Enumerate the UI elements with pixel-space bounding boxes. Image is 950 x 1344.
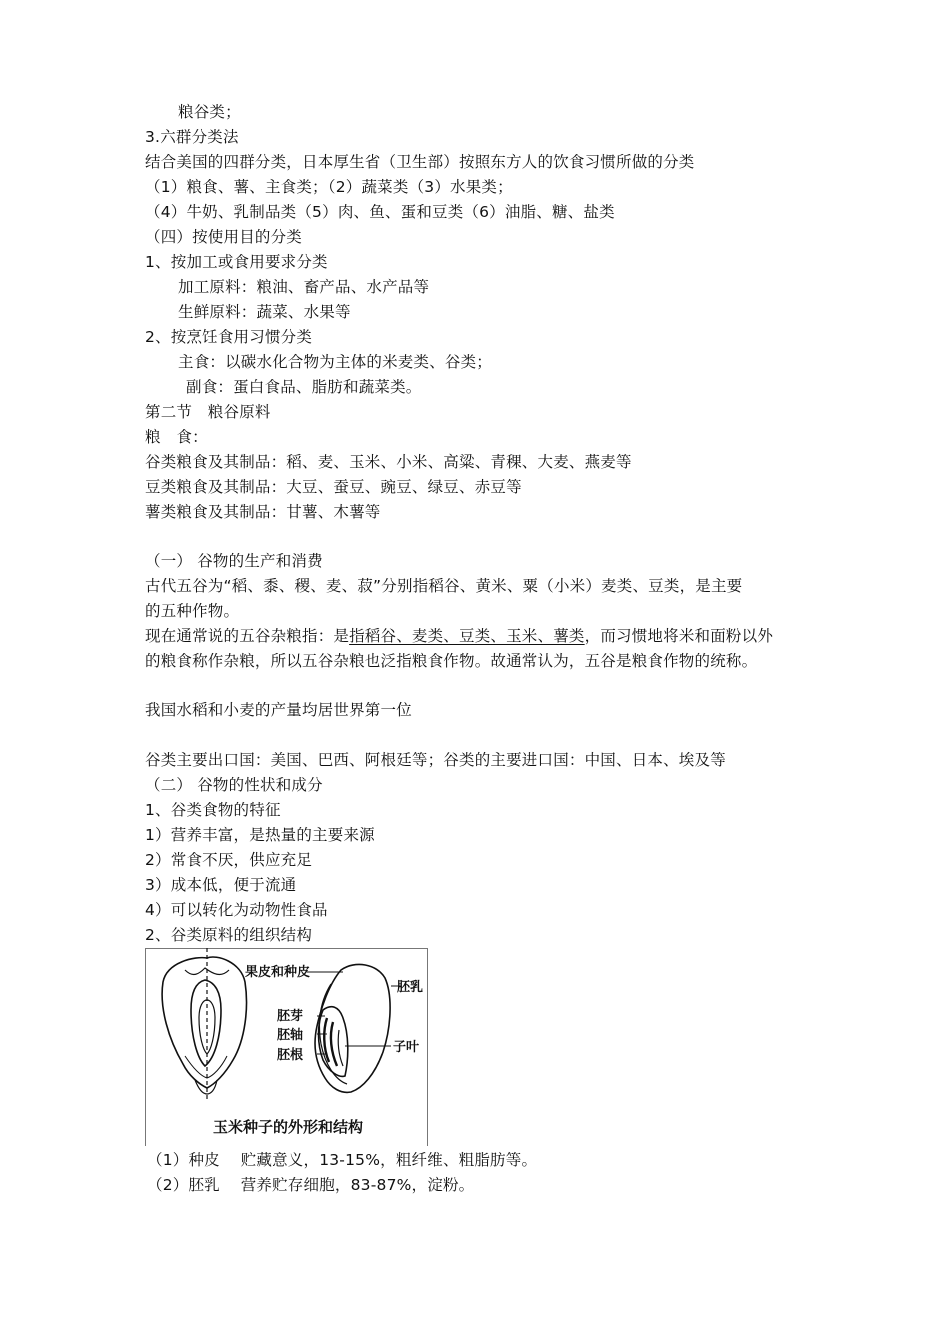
text-line: 的粮食称作杂粮，所以五谷杂粮也泛指粮食作物。故通常认为，五谷是粮食作物的统称。: [145, 652, 758, 670]
text-line: 1、谷类食物的特征: [145, 801, 281, 819]
label-pericarp: 果皮和种皮: [245, 965, 311, 980]
text-line: [145, 626, 773, 646]
figure-caption: 玉米种子的外形和结构: [212, 1118, 364, 1136]
corn-seed-figure: [145, 948, 428, 1146]
seed-exterior-drawing: [162, 957, 246, 1094]
section-heading: （四）按使用目的分类: [145, 228, 303, 246]
label-endosperm: 胚乳: [397, 980, 424, 995]
text-line: （2）胚乳 营养贮存细胞，83-87%，淀粉。: [147, 1176, 475, 1194]
text-line: 主食：以碳水化合物为主体的米麦类、谷类；: [178, 353, 493, 371]
text-line: （1）种皮 贮藏意义，13-15%，粗纤维、粗脂肪等。: [147, 1151, 538, 1169]
text-line: （4）牛奶、乳制品类（5）肉、鱼、蛋和豆类（6）油脂、糖、盐类: [145, 203, 615, 221]
text-line: 4）可以转化为动物性食品: [145, 901, 328, 919]
text-line: 我国水稻和小麦的产量均居世界第一位: [145, 701, 412, 719]
text-line: 生鲜原料：蔬菜、水果等: [178, 303, 351, 321]
label-radicle: 胚根: [277, 1048, 304, 1063]
text-line: 副食：蛋白食品、脂肪和蔬菜类。: [186, 378, 422, 396]
text-line: 谷类主要出口国：美国、巴西、阿根廷等；谷类的主要进口国：中国、日本、埃及等: [145, 751, 726, 769]
text-line: 古代五谷为“稻、黍、稷、麦、菽”分别指稻谷、黄米、粟（小米）麦类、豆类，是主要: [145, 577, 743, 595]
text-line: 薯类粮食及其制品：甘薯、木薯等: [145, 503, 381, 521]
text-line: 2、谷类原料的组织结构: [145, 926, 313, 944]
underlined-text: 指稻谷、麦类、豆类、玉米、薯类: [349, 627, 585, 645]
section-heading: （二） 谷物的性状和成分: [145, 776, 323, 794]
text-line: 2、按烹饪食用习惯分类: [145, 328, 313, 346]
text-line: 豆类粮食及其制品：大豆、蚕豆、豌豆、绿豆、赤豆等: [145, 478, 522, 496]
text-line: 3）成本低，便于流通: [145, 876, 297, 894]
text-line: 1、按加工或食用要求分类: [145, 253, 328, 271]
section-heading: （一） 谷物的生产和消费: [145, 552, 323, 570]
corn-seed-diagram: [145, 948, 428, 1146]
label-cotyledon: 子叶: [393, 1040, 420, 1055]
label-plumule: 胚芽: [277, 1009, 304, 1024]
text-line: 谷类粮食及其制品：稻、麦、玉米、小米、高粱、青稞、大麦、燕麦等: [145, 453, 632, 471]
seed-section-drawing: [315, 964, 390, 1092]
text-line: 2）常食不厌，供应充足: [145, 851, 313, 869]
text-span: ，而习惯地将米和面粉以外: [584, 627, 774, 645]
text-line: 的五种作物。: [145, 602, 240, 620]
text-line: 加工原料：粮油、畜产品、水产品等: [178, 278, 430, 296]
text-line: 粮 食：: [145, 428, 208, 446]
text-line: 粮谷类；: [178, 103, 241, 121]
text-line: 1）营养丰富，是热量的主要来源: [145, 826, 375, 844]
section-heading: 第二节 粮谷原料: [145, 403, 271, 421]
label-axis: 胚轴: [277, 1028, 304, 1043]
section-heading: 3.六群分类法: [145, 128, 239, 146]
text-line: （1）粮食、薯、主食类；（2）蔬菜类（3）水果类；: [145, 178, 513, 196]
text-span: 现在通常说的五谷杂粮指：是: [145, 627, 350, 645]
text-line: 结合美国的四群分类，日本厚生省（卫生部）按照东方人的饮食习惯所做的分类: [145, 153, 695, 171]
